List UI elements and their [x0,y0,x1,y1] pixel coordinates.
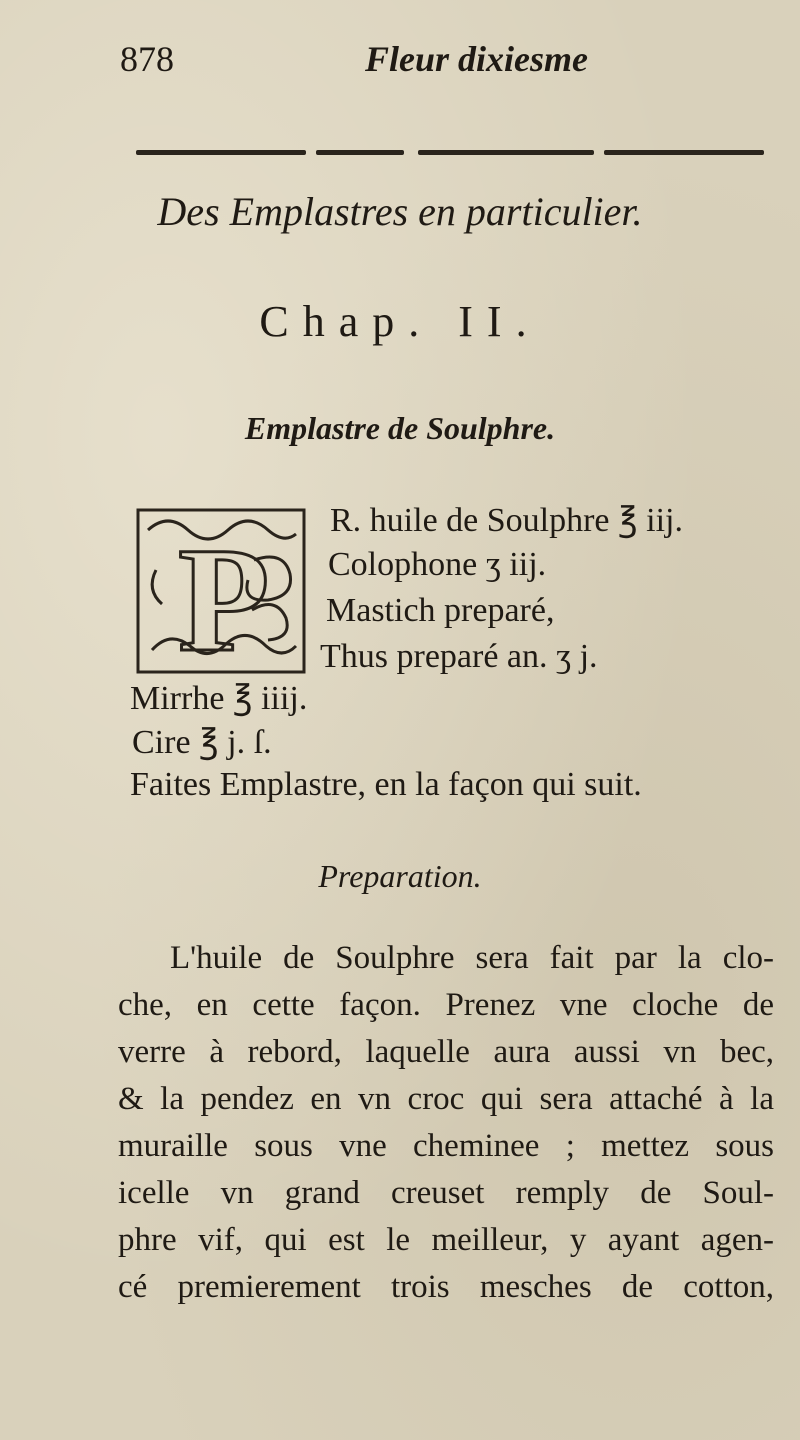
body-line: & la pendez en vn croc qui sera attaché à la [118,1081,774,1117]
body-line: phre vif, qui est le meilleur, y ayant agen- [118,1222,774,1258]
ingredient-line: Mastich preparé, [326,592,555,629]
initial-letter: P [178,517,270,680]
preparation-title: Preparation. [318,858,482,894]
body-line: L'huile de Soulphre sera fait par la clo- [170,940,774,976]
ingredient-line: Colophone ʒ iij. [328,546,547,583]
body-line: icelle vn grand creuset remply de Soul- [118,1175,774,1211]
ingredient-line: R. huile de Soulphre ℥ iij. [330,502,683,539]
ingredient-line: Faites Emplastre, en la façon qui suit. [130,766,642,803]
recipe-title: Emplastre de Soulphre. [244,410,556,446]
ingredient-line: Cire ℥ j. ſ. [132,724,272,761]
body-line: verre à rebord, laquelle aura aussi vn bec, [118,1034,774,1070]
body-line: muraille sous vne cheminee ; mettez sous [118,1128,774,1164]
running-title: Fleur dixiesme [365,39,588,79]
page-number: 878 [120,39,174,79]
body-line: che, en cette façon. Prenez vne cloche de [118,987,774,1023]
ingredient-line: Thus preparé an. ʒ j. [320,638,598,675]
body-line: cé premierement trois mesches de cotton, [118,1269,774,1305]
chapter-heading: Chap. II. [259,297,541,346]
section-title: Des Emplastres en particulier. [157,189,643,234]
ingredient-line: Mirrhe ℥ iiij. [130,680,308,717]
